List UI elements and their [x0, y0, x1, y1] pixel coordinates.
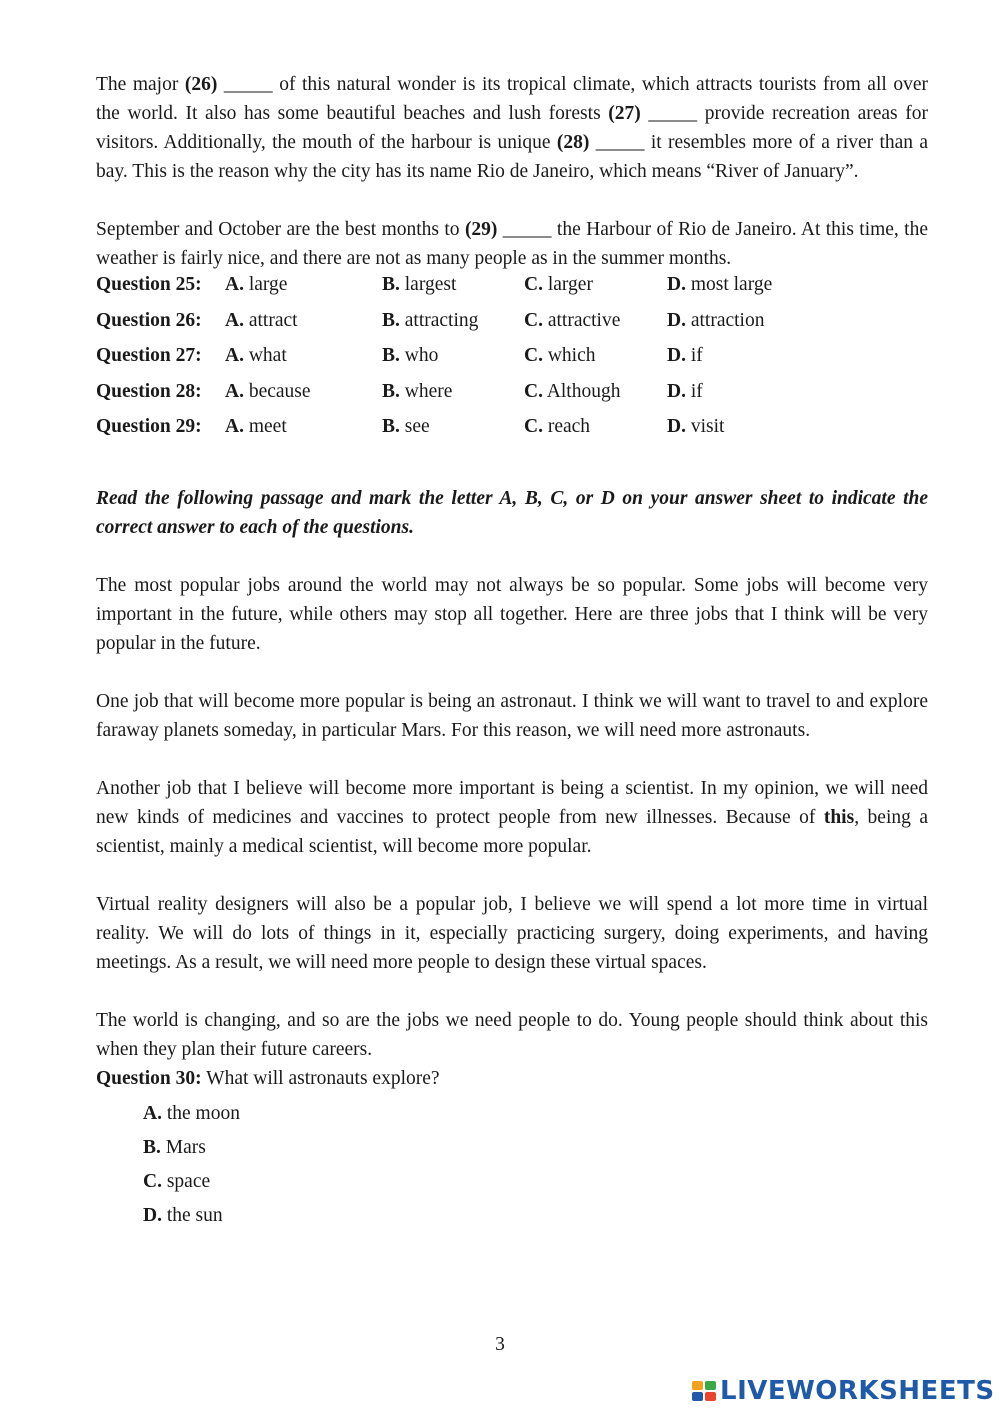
answer-option[interactable]	[667, 381, 827, 417]
option-text: where	[404, 380, 453, 402]
option-letter: D.	[143, 1204, 162, 1226]
text-run: _____ it resembles more of a river than a bay. This is the reason why the city has its name Rio de Janeiro, which means “River of January”.	[96, 132, 929, 182]
passage2-paragraph4: Virtual reality designers will also be a popular job, I believe we will spend a lot more time in virtual reality. We will do lots of things in it, especially practicing surgery, doing experiments, and having meetings. As a result, we will need more people to design these virtual spaces.	[96, 893, 928, 973]
option-text: which	[547, 345, 596, 366]
question-30-text: What will astronauts explore?	[201, 1067, 440, 1089]
option-text: large	[248, 274, 288, 295]
option-text: visit	[690, 416, 725, 437]
liveworksheets-logo	[692, 1374, 995, 1408]
answer-option[interactable]	[143, 1097, 928, 1131]
option-letter: A.	[143, 1102, 162, 1124]
text-run: September and October are the best months to	[96, 219, 465, 240]
option-letter: C.	[524, 345, 543, 366]
option-text: attraction	[690, 309, 765, 331]
passage2-paragraph1: The most popular jobs around the world may not always be so popular. Some jobs will become very important in the future, while others may stop all together. Here are three jobs that I think will be very popular in the future.	[96, 574, 928, 654]
option-text: attract	[248, 309, 298, 331]
answer-option[interactable]	[667, 416, 827, 452]
answer-option[interactable]	[225, 274, 382, 310]
option-letter: D.	[667, 274, 686, 295]
option-letter: A.	[225, 274, 244, 295]
answer-option[interactable]	[382, 416, 524, 452]
option-text: the sun	[161, 1204, 223, 1226]
option-text: meet	[248, 416, 287, 437]
option-text: attracting	[404, 309, 479, 331]
option-letter: D.	[667, 380, 686, 402]
passage2-paragraph5: The world is changing, and so are the jobs we need people to do. Young people should think about this when they plan their future careers.	[96, 1009, 928, 1060]
option-letter: A.	[225, 380, 244, 402]
option-text: who	[404, 345, 439, 366]
section-instruction: Read the following passage and mark the letter A, B, C, or D on your answer sheet to indicate the correct answer to each of the questions.	[96, 487, 928, 538]
passage2-paragraph3	[96, 774, 928, 861]
question-label: Question 28:	[96, 380, 202, 402]
option-text: see	[404, 416, 430, 437]
question-row	[96, 416, 827, 452]
text-run: _____ provide recreation areas for visitors. Additionally, the mouth of the harbour is unique	[96, 103, 928, 153]
answer-option[interactable]	[225, 345, 382, 381]
answer-option[interactable]	[667, 274, 827, 310]
option-letter: A.	[225, 309, 244, 331]
option-text: attractive	[547, 309, 621, 331]
question-row	[96, 310, 827, 346]
passage2-paragraph2: One job that will become more popular is being an astronaut. I think we will want to travel to and explore faraway planets someday, in particular Mars. For this reason, we will need more astronauts.	[96, 690, 928, 741]
answer-option[interactable]	[143, 1199, 928, 1233]
logo-square	[705, 1381, 716, 1390]
option-text: most large	[690, 274, 773, 295]
option-text: what	[248, 345, 287, 366]
answer-option[interactable]	[225, 416, 382, 452]
worksheet-page	[96, 70, 928, 1233]
option-letter: A.	[225, 345, 244, 366]
option-letter: C.	[524, 274, 543, 295]
answer-option[interactable]	[382, 381, 524, 417]
text-run: (27)	[608, 103, 641, 124]
question-row	[96, 381, 827, 417]
option-letter: B.	[382, 274, 400, 295]
option-text: reach	[547, 416, 591, 437]
answer-option[interactable]	[667, 345, 827, 381]
answer-option[interactable]	[382, 345, 524, 381]
logo-square	[705, 1392, 716, 1401]
option-letter: C.	[524, 309, 543, 331]
option-letter: B.	[382, 416, 400, 437]
option-letter: B.	[143, 1136, 161, 1158]
question-30-label: Question 30:	[96, 1067, 202, 1089]
answer-option[interactable]	[667, 310, 827, 346]
option-text: if	[690, 345, 703, 366]
option-letter: C.	[524, 380, 543, 402]
option-letter: C.	[524, 416, 543, 437]
text-run: _____ of this natural wonder is its tropical climate, which attracts tourists from all over the world. It also has some beautiful beaches and lush forests	[96, 74, 928, 124]
text-run: (29)	[464, 219, 498, 240]
answer-option[interactable]	[225, 381, 382, 417]
option-letter: B.	[382, 345, 400, 366]
answer-option[interactable]	[382, 310, 524, 346]
option-letter: B.	[382, 309, 400, 331]
answer-option[interactable]	[524, 310, 667, 346]
answer-option[interactable]	[225, 310, 382, 346]
page-number: 3	[495, 1334, 505, 1355]
logo-square	[692, 1392, 703, 1401]
text-run: (28)	[556, 132, 590, 153]
option-letter: A.	[225, 416, 244, 437]
option-text: the moon	[161, 1102, 240, 1124]
questions-25-29-table	[96, 274, 827, 452]
answer-option[interactable]	[524, 381, 667, 417]
logo-mark-icon	[692, 1381, 716, 1401]
option-letter: B.	[382, 380, 400, 402]
question-row	[96, 345, 827, 381]
option-text: largest	[404, 274, 457, 295]
option-text: Although	[546, 380, 621, 402]
option-text: because	[248, 380, 311, 402]
option-letter: D.	[667, 345, 686, 366]
answer-option[interactable]	[382, 274, 524, 310]
logo-square	[692, 1381, 703, 1390]
text-run: The major	[96, 74, 185, 95]
answer-option[interactable]	[524, 345, 667, 381]
option-letter: D.	[667, 309, 686, 331]
question-label: Question 29:	[96, 416, 202, 437]
answer-option[interactable]	[143, 1165, 928, 1199]
answer-option[interactable]	[143, 1131, 928, 1165]
text-run: , being a scientist, mainly a medical scientist, will become more popular.	[96, 806, 928, 857]
answer-option[interactable]	[524, 274, 667, 310]
passage1-paragraph2	[96, 215, 928, 273]
question-label: Question 27:	[96, 345, 202, 366]
option-text: Mars	[160, 1136, 206, 1158]
option-text: if	[690, 380, 703, 402]
passage1-paragraph1	[96, 70, 928, 186]
text-run: (26)	[184, 74, 218, 95]
answer-option[interactable]	[524, 416, 667, 452]
question-30	[96, 1064, 928, 1093]
option-text: space	[161, 1170, 211, 1192]
option-text: larger	[547, 274, 593, 295]
text-run: this	[823, 806, 855, 828]
text-run: Another job that I believe will become more important is being a scientist. In my opinion, we will need new kinds of medicines and vaccines to protect people from new illnesses. Because of	[96, 777, 928, 828]
question-30-options	[143, 1097, 928, 1233]
text-run: _____ the Harbour of Rio de Janeiro. At this time, the weather is fairly nice, and there are not as many people as in the summer months.	[96, 219, 928, 269]
option-letter: D.	[667, 416, 686, 437]
question-row	[96, 274, 827, 310]
question-label: Question 25:	[96, 274, 202, 295]
question-label: Question 26:	[96, 309, 202, 331]
option-letter: C.	[143, 1170, 162, 1192]
logo-text: LIVEWORKSHEETS	[720, 1376, 995, 1406]
